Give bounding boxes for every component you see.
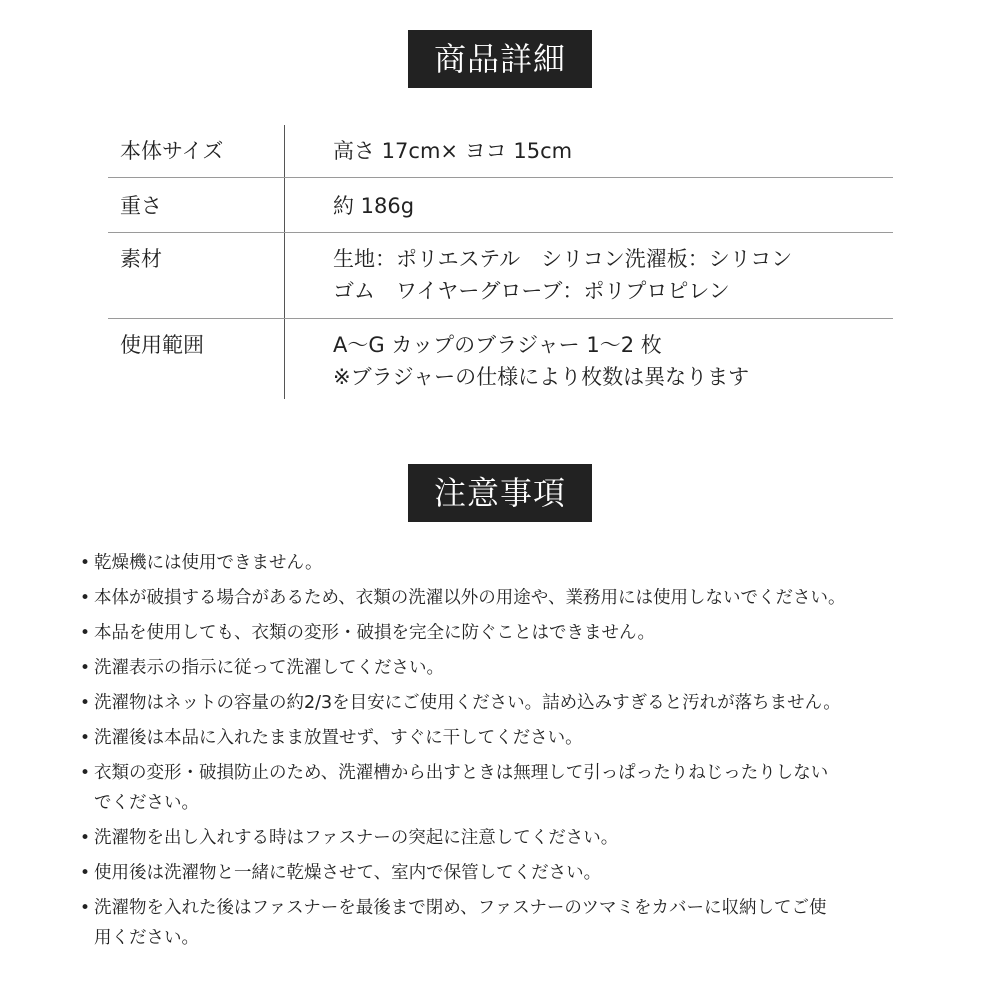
note-line: 洗濯物を入れた後はファスナーを最後まで閉め、ファスナーのツマミをカバーに収納してご使 (94, 898, 827, 918)
list-item (80, 823, 940, 853)
bullet: • (80, 863, 91, 883)
caution-list (80, 548, 940, 958)
spec-value (285, 178, 414, 232)
spec-label: 重さ (108, 178, 285, 232)
bullet: • (80, 828, 91, 848)
note-line: 使用後は洗濯物と一緒に乾燥させて、室内で保管してください。 (94, 863, 602, 883)
list-item (80, 653, 940, 683)
note-line: 洗濯後は本品に入れたまま放置せず、すぐに干してください。 (94, 728, 583, 748)
note-line: 洗濯物はネットの容量の約2/3を目安にご使用ください。詰め込みすぎると汚れが落ちません。 (94, 693, 841, 713)
spec-value-line: 高さ 17cm× ヨコ 15cm (333, 139, 573, 163)
product-details-heading: 商品詳細 (408, 30, 592, 88)
caution-heading: 注意事項 (408, 464, 592, 522)
note-line: 乾燥機には使用できません。 (94, 553, 323, 573)
spec-value (285, 233, 792, 318)
note-line: 衣類の変形・破損防止のため、洗濯槽から出すときは無理して引っぱったりねじったりしない (94, 763, 829, 783)
spec-row-size (108, 125, 893, 178)
note-line: 本体が破損する場合があるため、衣類の洗濯以外の用途や、業務用には使用しないでください。 (94, 588, 846, 608)
spec-value-line: A〜G カップのブラジャー 1〜2 枚 (333, 333, 662, 357)
spec-value-line: 生地：ポリエステル シリコン洗濯板：シリコン (333, 247, 793, 271)
list-item (80, 548, 940, 578)
list-item (80, 858, 940, 888)
spec-value-line: 約 186g (333, 194, 415, 218)
spec-label: 使用範囲 (108, 319, 285, 399)
note-line: 用ください。 (94, 928, 199, 948)
spec-row-material (108, 233, 893, 319)
spec-label: 本体サイズ (108, 125, 285, 177)
note-line: でください。 (94, 793, 199, 813)
note-line: 本品を使用しても、衣類の変形・破損を完全に防ぐことはできません。 (94, 623, 656, 643)
spec-row-usage (108, 319, 893, 399)
list-item (80, 723, 940, 753)
bullet: • (80, 623, 91, 643)
spec-value (285, 125, 572, 177)
note-line: 洗濯物を出し入れする時はファスナーの突起に注意してください。 (94, 828, 619, 848)
bullet: • (80, 763, 91, 783)
list-item (80, 688, 940, 718)
bullet: • (80, 553, 91, 573)
list-item (80, 618, 940, 648)
list-item (80, 893, 940, 953)
spec-value-line: ※ブラジャーの仕様により枚数は異なります (333, 365, 750, 389)
bullet: • (80, 728, 91, 748)
bullet: • (80, 898, 91, 918)
bullet: • (80, 693, 91, 713)
spec-value (285, 319, 749, 399)
bullet: • (80, 658, 91, 678)
spec-label: 素材 (108, 233, 285, 318)
spec-value-line: ゴム ワイヤーグローブ：ポリプロピレン (333, 279, 730, 303)
spec-row-weight (108, 178, 893, 233)
note-line: 洗濯表示の指示に従って洗濯してください。 (94, 658, 444, 678)
spec-table (108, 125, 893, 399)
list-item (80, 758, 940, 818)
list-item (80, 583, 940, 613)
bullet: • (80, 588, 91, 608)
